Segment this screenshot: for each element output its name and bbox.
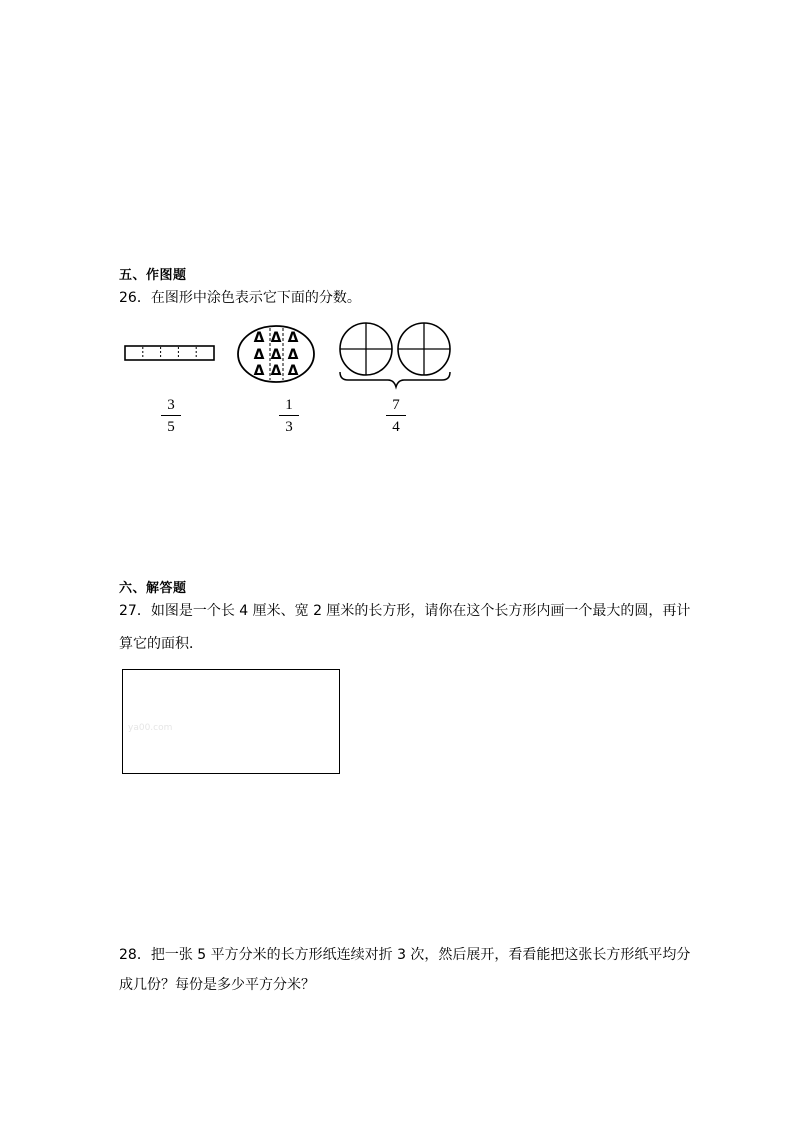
circles-figure[interactable]	[340, 323, 450, 375]
fraction-denominator: 3	[285, 419, 293, 435]
fraction-denominator: 5	[167, 419, 175, 435]
watermark-text: ya00.com	[128, 723, 173, 733]
fraction-numerator: 7	[392, 397, 400, 413]
fraction-denominator: 4	[392, 419, 400, 435]
oval-triangles-figure[interactable]	[238, 326, 314, 382]
triangle-icon: Δ	[270, 347, 282, 363]
triangle-icon: Δ	[270, 330, 282, 346]
triangle-icon: Δ	[287, 347, 299, 363]
question-27-line-1: 27．如图是一个长 4 厘米、宽 2 厘米的长方形，请你在这个长方形内画一个最大的圆，再计	[119, 603, 691, 619]
question-26-figures	[118, 320, 458, 390]
triangle-icon: Δ	[287, 363, 299, 379]
question-26-text: 26．在图形中涂色表示它下面的分数。	[119, 290, 361, 306]
brace-shape	[340, 372, 450, 387]
triangle-icon: Δ	[287, 330, 299, 346]
question-28-line-2: 成几份？每份是多少平方分米？	[119, 977, 315, 993]
fraction-1-3	[277, 396, 301, 436]
triangle-icon: Δ	[253, 363, 265, 379]
question-27-line-2: 算它的面积．	[119, 636, 203, 652]
section-5-title: 五、作图题	[119, 268, 187, 283]
section-6-title: 六、解答题	[119, 581, 187, 596]
triangle-icon: Δ	[253, 347, 265, 363]
fraction-3-5	[159, 396, 183, 436]
question-28-line-1: 28．把一张 5 平方分米的长方形纸连续对折 3 次，然后展开，看看能把这张长方形纸平均分	[119, 947, 691, 963]
strip-figure[interactable]	[125, 346, 214, 360]
triangle-icon: Δ	[253, 330, 265, 346]
triangle-icon: Δ	[270, 363, 282, 379]
fraction-numerator: 1	[285, 397, 293, 413]
fraction-bar	[279, 415, 299, 416]
fraction-numerator: 3	[167, 397, 175, 413]
fraction-7-4	[384, 396, 408, 436]
fraction-bar	[386, 415, 406, 416]
fraction-bar	[161, 415, 181, 416]
rectangle-4x2-figure[interactable]	[122, 669, 340, 774]
